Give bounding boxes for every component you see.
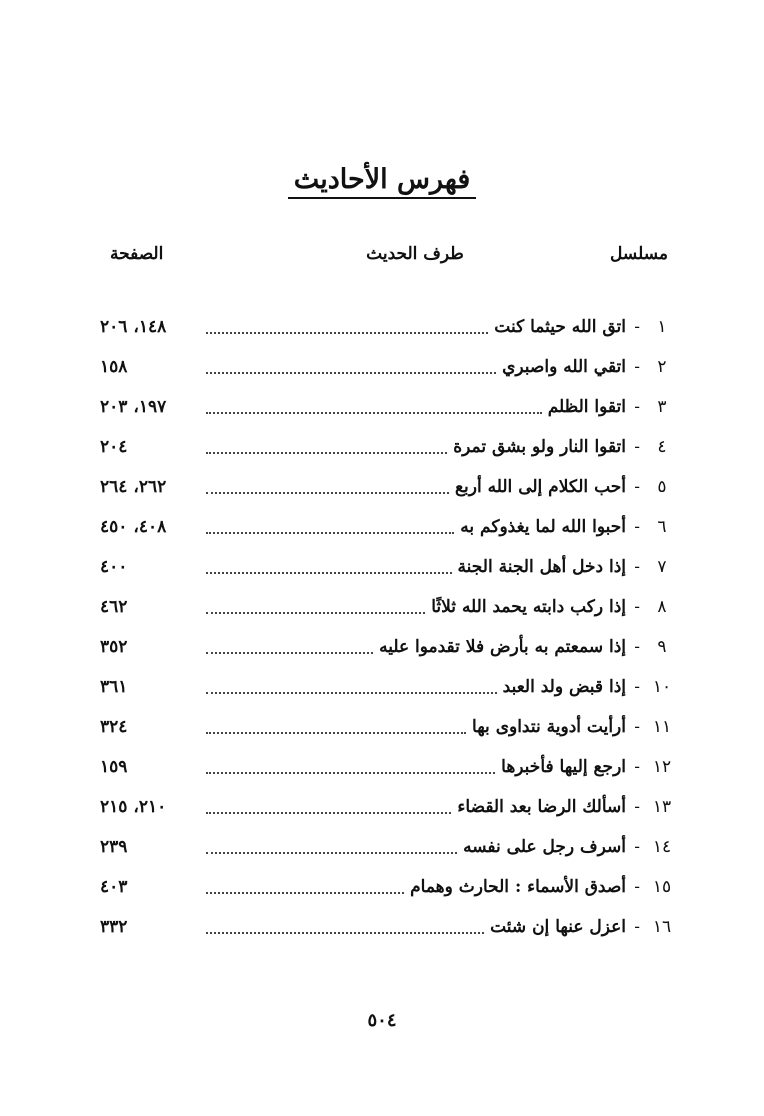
hadith-text: اتقوا النار ولو بشق تمرة <box>453 437 626 457</box>
index-row <box>96 912 676 944</box>
row-text-wrap <box>206 832 626 862</box>
index-row <box>96 592 676 624</box>
dot-leader <box>206 572 452 574</box>
row-number: ١٣ <box>652 797 672 817</box>
index-row <box>96 432 676 464</box>
page-reference: ٤٠٣ <box>100 877 128 897</box>
index-row <box>96 312 676 344</box>
row-dash: - <box>634 837 640 857</box>
hadith-text: إذا قبض ولد العبد <box>502 677 626 697</box>
page-reference: ٣٣٢ <box>100 917 128 937</box>
page-reference: ٢١٠، ٢١٥ <box>100 797 167 817</box>
row-text-wrap <box>206 352 626 382</box>
page-reference: ٢٠٤ <box>100 437 128 457</box>
page-reference: ١٤٨، ٢٠٦ <box>100 317 167 337</box>
page-reference: ٣٥٢ <box>100 637 128 657</box>
page-reference: ١٥٩ <box>100 757 128 777</box>
row-dash: - <box>634 757 640 777</box>
row-number: ٥ <box>657 477 667 497</box>
index-row <box>96 712 676 744</box>
hadith-index-list <box>96 312 676 952</box>
index-row <box>96 632 676 664</box>
row-number: ٣ <box>657 397 667 417</box>
row-text-wrap <box>206 872 626 902</box>
hadith-text: أحب الكلام إلى الله أربع <box>455 477 626 497</box>
hadith-text: ارجع إليها فأخبرها <box>501 757 626 777</box>
dot-leader <box>206 612 425 614</box>
page-reference: ٣٦١ <box>100 677 128 697</box>
row-text-wrap <box>206 752 626 782</box>
column-header-hadith: طرف الحديث <box>366 244 464 264</box>
row-number: ١٢ <box>652 757 672 777</box>
index-row <box>96 672 676 704</box>
index-row <box>96 552 676 584</box>
row-dash: - <box>634 397 640 417</box>
row-dash: - <box>634 437 640 457</box>
dot-leader <box>206 692 497 694</box>
row-dash: - <box>634 717 640 737</box>
hadith-text: أحبوا الله لما يغذوكم به <box>460 517 626 537</box>
dot-leader <box>206 332 488 334</box>
hadith-text: أصدق الأسماء : الحارث وهمام <box>410 877 626 897</box>
page-title-text: فهرس الأحاديث <box>288 164 476 199</box>
index-row <box>96 792 676 824</box>
hadith-text: أسرف رجل على نفسه <box>463 837 626 857</box>
dot-leader <box>206 732 466 734</box>
index-row <box>96 872 676 904</box>
row-dash: - <box>634 797 640 817</box>
hadith-text: أرأيت أدوية نتداوى بها <box>472 717 626 737</box>
row-dash: - <box>634 877 640 897</box>
page-reference: ٣٢٤ <box>100 717 128 737</box>
row-number: ٤ <box>657 437 667 457</box>
row-number: ١ <box>657 317 667 337</box>
row-text-wrap <box>206 632 626 662</box>
row-dash: - <box>634 317 640 337</box>
hadith-text: أسألك الرضا بعد القضاء <box>457 797 626 817</box>
page-reference: ١٩٧، ٢٠٣ <box>100 397 167 417</box>
dot-leader <box>206 452 447 454</box>
column-header-serial: مسلسل <box>610 244 668 264</box>
index-row <box>96 352 676 384</box>
row-text-wrap <box>206 472 626 502</box>
row-dash: - <box>634 917 640 937</box>
row-number: ١١ <box>652 717 672 737</box>
page-reference: ٤٦٢ <box>100 597 128 617</box>
row-number: ٢ <box>657 357 667 377</box>
dot-leader <box>206 412 542 414</box>
dot-leader <box>206 772 495 774</box>
row-dash: - <box>634 517 640 537</box>
row-text-wrap <box>206 792 626 822</box>
hadith-text: اتقوا الظلم <box>547 397 626 417</box>
dot-leader <box>206 532 454 534</box>
row-dash: - <box>634 597 640 617</box>
row-dash: - <box>634 677 640 697</box>
index-row <box>96 752 676 784</box>
row-number: ٧ <box>657 557 667 577</box>
row-dash: - <box>634 637 640 657</box>
index-row <box>96 392 676 424</box>
row-text-wrap <box>206 312 626 342</box>
page-reference: ٢٦٢، ٢٦٤ <box>100 477 167 497</box>
dot-leader <box>206 892 404 894</box>
page-reference: ١٥٨ <box>100 357 128 377</box>
row-number: ١٠ <box>652 677 672 697</box>
row-text-wrap <box>206 512 626 542</box>
hadith-text: إذا دخل أهل الجنة الجنة <box>457 557 626 577</box>
dot-leader <box>206 852 457 854</box>
hadith-text: إذا سمعتم به بأرض فلا تقدموا عليه <box>379 637 626 657</box>
row-text-wrap <box>206 672 626 702</box>
page-reference: ٤٠٠ <box>100 557 128 577</box>
index-row <box>96 832 676 864</box>
dot-leader <box>206 652 373 654</box>
row-dash: - <box>634 477 640 497</box>
index-row <box>96 512 676 544</box>
dot-leader <box>206 372 496 374</box>
row-number: ٨ <box>657 597 667 617</box>
row-dash: - <box>634 357 640 377</box>
dot-leader <box>206 812 451 814</box>
column-header-page: الصفحة <box>110 244 164 264</box>
row-number: ١٥ <box>652 877 672 897</box>
row-text-wrap <box>206 552 626 582</box>
row-text-wrap <box>206 912 626 942</box>
row-text-wrap <box>206 592 626 622</box>
page-title <box>0 164 764 199</box>
index-row <box>96 472 676 504</box>
row-number: ٦ <box>657 517 667 537</box>
row-number: ١٤ <box>652 837 672 857</box>
row-text-wrap <box>206 432 626 462</box>
row-text-wrap <box>206 392 626 422</box>
page-reference: ٢٣٩ <box>100 837 128 857</box>
hadith-text: اتق الله حيثما كنت <box>494 317 626 337</box>
page-number: ٥٠٤ <box>367 1010 397 1031</box>
row-number: ٩ <box>657 637 667 657</box>
page-reference: ٤٠٨، ٤٥٠ <box>100 517 167 537</box>
row-number: ١٦ <box>652 917 672 937</box>
hadith-text: اعزل عنها إن شئت <box>490 917 626 937</box>
dot-leader <box>206 492 449 494</box>
hadith-text: اتقي الله واصبري <box>502 357 626 377</box>
row-text-wrap <box>206 712 626 742</box>
row-dash: - <box>634 557 640 577</box>
dot-leader <box>206 932 484 934</box>
hadith-text: إذا ركب دابته يحمد الله ثلاثًا <box>431 597 626 617</box>
